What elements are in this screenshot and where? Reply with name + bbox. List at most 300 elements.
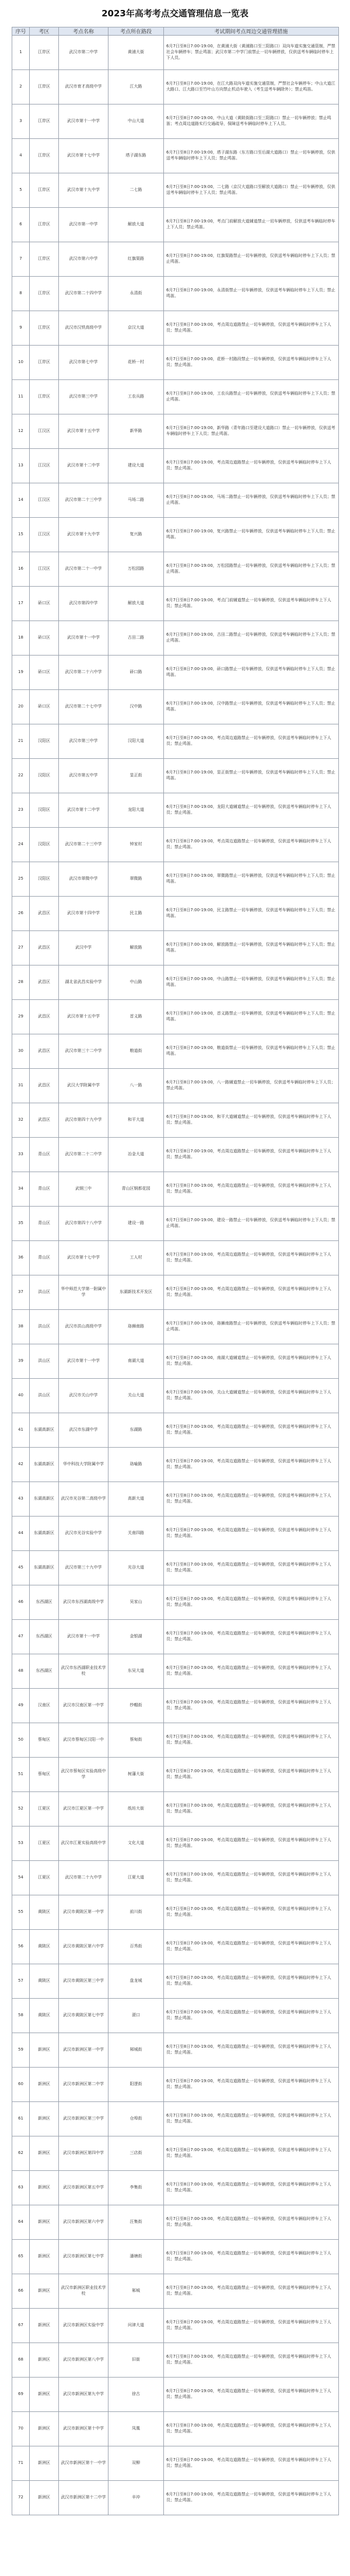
row-area: 黄陂区: [30, 1964, 59, 1999]
table-row: [12, 1517, 339, 1551]
row-route: 珞狮南路: [108, 1310, 164, 1344]
table-body: [12, 36, 339, 2515]
row-route: 和平大道: [108, 1103, 164, 1138]
row-route: 古田二路: [108, 621, 164, 656]
row-number: 21: [12, 724, 30, 759]
row-area: 武昌区: [30, 1103, 59, 1138]
row-route: 民主路: [108, 897, 164, 931]
row-number: 17: [12, 587, 30, 621]
row-traffic-rule: 6月7日至8日7:00-19:00，考点周边道路禁止一切车辆停放，仅供送考车辆临时停车上下人员；禁止鸣笛。: [164, 1792, 339, 1826]
table-row: [12, 793, 339, 828]
row-site: 武汉市第十五中学: [59, 414, 108, 449]
row-site: 武汉市第三十九中学: [59, 1551, 108, 1585]
row-route: 前川街: [108, 1895, 164, 1930]
row-number: 15: [12, 518, 30, 552]
table-row: [12, 2102, 339, 2136]
row-traffic-rule: 6月7日至8日7:00-19:00，考点周边道路禁止一切车辆停放，仅供送考车辆临时停车上下人员；禁止鸣笛。: [164, 1723, 339, 1758]
row-traffic-rule: 6月7日至8日7:00-19:00，八一路辅道禁止一切车辆停放，仅供送考车辆临时停车上下人员；禁止鸣笛。: [164, 1069, 339, 1103]
row-number: 23: [12, 793, 30, 828]
row-traffic-rule: 6月7日至8日7:00-19:00，花桥一村路段禁止一切车辆停放，仅供送考车辆临时停车上下人员；禁止鸣笛。: [164, 346, 339, 380]
row-route: 黄浦大街: [108, 36, 164, 70]
row-area: 汉阳区: [30, 793, 59, 828]
row-area: 东西湖区: [30, 1654, 59, 1689]
row-area: 硚口区: [30, 656, 59, 690]
row-traffic-rule: 6月7日至8日7:00-19:00，考点周边道路禁止一切车辆停放，仅供送考车辆临时停车上下人员；禁止鸣笛。: [164, 1654, 339, 1689]
table-row: [12, 621, 339, 656]
row-traffic-rule: 6月7日至8日7:00-19:00，考点周边道路禁止一切车辆停放，仅供送考车辆临时停车上下人员；禁止鸣笛。: [164, 1620, 339, 1654]
row-route: 阳逻街: [108, 2068, 164, 2102]
row-route: 永清街: [108, 277, 164, 311]
row-traffic-rule: 6月7日至8日7:00-19:00，红旗渠路禁止一切车辆停放，仅供送考车辆临时停车上下人员；禁止鸣笛。: [164, 242, 339, 277]
row-area: 汉阳区: [30, 724, 59, 759]
row-number: 8: [12, 277, 30, 311]
row-site: 华中科技大学附属中学: [59, 1448, 108, 1482]
row-route: 首义路: [108, 1000, 164, 1034]
row-site: 武汉市新洲区实验中学: [59, 2309, 108, 2343]
row-number: 44: [12, 1517, 30, 1551]
row-number: 35: [12, 1207, 30, 1241]
row-number: 14: [12, 483, 30, 518]
row-traffic-rule: 6月7日至8日7:00-19:00，考点周边道路禁止一切车辆停放，仅供送考车辆临时停车上下人员；禁止鸣笛。: [164, 1448, 339, 1482]
header-no: 序号: [12, 27, 30, 36]
row-number: 5: [12, 173, 30, 208]
row-number: 30: [12, 1034, 30, 1069]
row-route: 滠口: [108, 1999, 164, 2033]
row-route: 汉阳大道: [108, 724, 164, 759]
row-site: 武汉市东西湖职业技术学校: [59, 1654, 108, 1689]
row-number: 1: [12, 36, 30, 70]
row-site: 武汉市关山中学: [59, 1379, 108, 1413]
row-site: 武汉市第二十一中学: [59, 552, 108, 587]
row-area: 洪山区: [30, 1344, 59, 1379]
row-route: 冶金大道: [108, 1138, 164, 1172]
row-area: 江岸区: [30, 139, 59, 173]
table-row: [12, 1620, 339, 1654]
row-traffic-rule: 6月7日至8日7:00-19:00，马场二路禁止一切车辆停放，仅供送考车辆临时停车上下人员；禁止鸣笛。: [164, 483, 339, 518]
row-number: 16: [12, 552, 30, 587]
row-site: 武汉市第五中学: [59, 759, 108, 793]
table-row: [12, 346, 339, 380]
row-traffic-rule: 6月7日至8日7:00-19:00，考点周边道路禁止一切车辆停放，仅供送考车辆临时停车上下人员；禁止鸣笛。: [164, 1930, 339, 1964]
row-area: 蔡甸区: [30, 1758, 59, 1792]
row-traffic-rule: 6月7日至8日7:00-19:00，考点周边道路禁止一切车辆停放，仅供送考车辆临时停车上下人员；禁止鸣笛。: [164, 2136, 339, 2171]
table-row: [12, 2205, 339, 2240]
row-route: 翠微路: [108, 862, 164, 897]
row-site: 武汉市第十一中学: [59, 1344, 108, 1379]
table-row: [12, 931, 339, 965]
row-number: 56: [12, 1930, 30, 1964]
row-site: 武汉市新洲区职业技术学校: [59, 2274, 108, 2309]
row-number: 45: [12, 1551, 30, 1585]
row-route: 钟家村: [108, 828, 164, 862]
row-route: 东湖路: [108, 1413, 164, 1448]
row-number: 66: [12, 2274, 30, 2309]
row-site: 武汉市翠微中学: [59, 862, 108, 897]
table-row: [12, 2446, 339, 2481]
row-traffic-rule: 6月7日至8日7:00-19:00，解放路禁止一切车辆停放，仅供送考车辆临时停车上下人员；禁止鸣笛。: [164, 931, 339, 965]
row-site: 武汉市第十二中学: [59, 793, 108, 828]
row-site: 武汉市第四十八中学: [59, 1207, 108, 1241]
table-row: [12, 759, 339, 793]
row-number: 29: [12, 1000, 30, 1034]
row-site: 武汉市新洲区第六中学: [59, 2205, 108, 2240]
row-route: 珞喻路: [108, 1448, 164, 1482]
row-route: 工人村: [108, 1241, 164, 1275]
row-area: 江夏区: [30, 1826, 59, 1861]
row-site: 武汉大学附属中学: [59, 1069, 108, 1103]
table-row: [12, 724, 339, 759]
row-traffic-rule: 6月7日至8日7:00-19:00，中山路禁止一切车辆停放，仅供送考车辆临时停车上下人员；禁止鸣笛。: [164, 965, 339, 1000]
row-area: 江岸区: [30, 380, 59, 414]
row-number: 22: [12, 759, 30, 793]
row-number: 4: [12, 139, 30, 173]
row-number: 59: [12, 2033, 30, 2068]
row-area: 江汉区: [30, 552, 59, 587]
row-area: 东湖高新区: [30, 1448, 59, 1482]
row-site: 武汉市第十七中学: [59, 139, 108, 173]
row-traffic-rule: 6月7日至8日7:00-19:00，考点周边道路禁止一切车辆停放，仅供送考车辆临时停车上下人员；禁止鸣笛。: [164, 1275, 339, 1310]
row-area: 江汉区: [30, 414, 59, 449]
table-row: [12, 1241, 339, 1275]
row-route: 蔡甸街: [108, 1723, 164, 1758]
row-area: 硚口区: [30, 690, 59, 724]
table-row: [12, 1413, 339, 1448]
row-site: 武汉市第十五中学: [59, 1000, 108, 1034]
row-number: 34: [12, 1172, 30, 1207]
row-traffic-rule: 6月7日至8日7:00-19:00，龙阳大道辅道禁止一切车辆停放，仅供送考车辆临时停车上下人员；禁止鸣笛。: [164, 793, 339, 828]
exam-site-traffic-table: [12, 27, 339, 2515]
row-area: 新洲区: [30, 2481, 59, 2515]
row-area: 新洲区: [30, 2274, 59, 2309]
row-number: 53: [12, 1826, 30, 1861]
row-site: 武汉市第六中学: [59, 242, 108, 277]
row-traffic-rule: 6月7日至8日7:00-19:00，考点周边道路禁止一切车辆停放，仅供送考车辆临时停车上下人员；禁止鸣笛。: [164, 2274, 339, 2309]
row-route: 高新大道: [108, 1482, 164, 1517]
row-route: 金银湖: [108, 1620, 164, 1654]
row-number: 50: [12, 1723, 30, 1758]
table-row: [12, 1551, 339, 1585]
row-area: 黄陂区: [30, 1999, 59, 2033]
row-number: 48: [12, 1654, 30, 1689]
row-number: 24: [12, 828, 30, 862]
row-route: 汉中路: [108, 690, 164, 724]
row-site: 武汉市新洲区第七中学: [59, 2240, 108, 2274]
table-row: [12, 1930, 339, 1964]
row-route: 中山路: [108, 965, 164, 1000]
table-row: [12, 2309, 339, 2343]
row-site: 武汉市东湖中学: [59, 1413, 108, 1448]
table-row: [12, 1103, 339, 1138]
row-traffic-rule: 6月7日至8日7:00-19:00，万松园路禁止一切车辆停放，仅供送考车辆临时停车上下人员；禁止鸣笛。: [164, 552, 339, 587]
row-traffic-rule: 6月7日至8日7:00-19:00，考点周边道路禁止一切车辆停放，仅供送考车辆临时停车上下人员；禁止鸣笛。: [164, 2102, 339, 2136]
table-row: [12, 2068, 339, 2102]
row-route: 纸坊大街: [108, 1792, 164, 1826]
row-site: 武汉市汉铁高级中学: [59, 311, 108, 346]
row-number: 6: [12, 208, 30, 242]
row-route: 百秀街: [108, 1930, 164, 1964]
row-route: 双柳: [108, 2446, 164, 2481]
row-site: 武汉市蔡甸区汉阳一中: [59, 1723, 108, 1758]
row-route: 解放大道: [108, 587, 164, 621]
row-route: 凤凰: [108, 2412, 164, 2446]
row-site: 武汉市第三中学: [59, 380, 108, 414]
row-area: 江岸区: [30, 70, 59, 104]
row-area: 黄陂区: [30, 1895, 59, 1930]
row-route: 江夏大道: [108, 1861, 164, 1895]
row-number: 60: [12, 2068, 30, 2102]
row-route: 三店街: [108, 2136, 164, 2171]
row-route: 工农兵路: [108, 380, 164, 414]
row-number: 26: [12, 897, 30, 931]
row-site: 武汉市汉南区第一中学: [59, 1689, 108, 1723]
row-route: 解放大道: [108, 208, 164, 242]
row-traffic-rule: 6月7日至8日7:00-19:00，和平大道辅道禁止一切车辆停放，仅供送考车辆临时停车上下人员；禁止鸣笛。: [164, 1103, 339, 1138]
row-site: 武汉市第二十三中学: [59, 828, 108, 862]
row-route: 京汉大道: [108, 311, 164, 346]
row-route: 江大路: [108, 70, 164, 104]
row-site: 武汉市第二十三中学: [59, 483, 108, 518]
row-site: 武汉市新洲区第十中学: [59, 2412, 108, 2446]
table-row: [12, 552, 339, 587]
row-traffic-rule: 6月7日至8日7:00-19:00，考点周边道路禁止一切车辆停放，仅供送考车辆临时停车上下人员；禁止鸣笛。: [164, 1689, 339, 1723]
row-number: 49: [12, 1689, 30, 1723]
row-site: 武汉市光谷实验中学: [59, 1517, 108, 1551]
table-row: [12, 965, 339, 1000]
row-area: 江岸区: [30, 208, 59, 242]
row-area: 江夏区: [30, 1861, 59, 1895]
row-number: 19: [12, 656, 30, 690]
row-traffic-rule: 6月7日至8日7:00-19:00，考点周边道路禁止一切车辆停放，仅供送考车辆临时停车上下人员；禁止鸣笛。: [164, 311, 339, 346]
row-number: 32: [12, 1103, 30, 1138]
row-traffic-rule: 6月7日至8日7:00-19:00，考点周边道路禁止一切车辆停放，仅供送考车辆临时停车上下人员；禁止鸣笛。: [164, 1413, 339, 1448]
row-number: 28: [12, 965, 30, 1000]
row-number: 25: [12, 862, 30, 897]
table-row: [12, 1689, 339, 1723]
row-traffic-rule: 6月7日至8日7:00-19:00，关山大道辅道禁止一切车辆停放，仅供送考车辆临时停车上下人员；禁止鸣笛。: [164, 1379, 339, 1413]
row-area: 东湖高新区: [30, 1517, 59, 1551]
table-row: [12, 173, 339, 208]
row-traffic-rule: 6月7日至8日7:00-19:00，考点周边道路禁止一切车辆停放，仅供送考车辆临时停车上下人员；禁止鸣笛。: [164, 2068, 339, 2102]
table-row: [12, 1069, 339, 1103]
row-area: 东西湖区: [30, 1585, 59, 1620]
row-area: 东西湖区: [30, 1620, 59, 1654]
row-area: 江岸区: [30, 104, 59, 139]
table-row: [12, 1826, 339, 1861]
row-area: 江夏区: [30, 1792, 59, 1826]
row-site: 武汉市新洲区第二中学: [59, 2068, 108, 2102]
row-traffic-rule: 6月7日至8日7:00-19:00，考点周边道路禁止一切车辆停放，仅供送考车辆临时停车上下人员；禁止鸣笛。: [164, 2481, 339, 2515]
table-row: [12, 690, 339, 724]
row-site: 武汉市第二十六中学: [59, 656, 108, 690]
row-site: 武汉市第十一中学: [59, 104, 108, 139]
table-row: [12, 1964, 339, 1999]
row-number: 27: [12, 931, 30, 965]
row-traffic-rule: 6月7日至8日7:00-19:00，硚口路禁止一切车辆停放，仅供送考车辆临时停车上下人员；禁止鸣笛。: [164, 656, 339, 690]
row-area: 江汉区: [30, 449, 59, 483]
table-header-row: [12, 27, 339, 36]
table-row: [12, 1654, 339, 1689]
table-row: [12, 104, 339, 139]
header-rule: 考试期间考点周边交通管理措施: [164, 27, 339, 36]
row-traffic-rule: 6月7日至8日7:00-19:00，考点周边道路禁止一切车辆停放，仅供送考车辆临时停车上下人员；禁止鸣笛。: [164, 2309, 339, 2343]
row-number: 62: [12, 2136, 30, 2171]
row-route: 李集街: [108, 2171, 164, 2205]
row-site: 武汉市新洲区第四中学: [59, 2136, 108, 2171]
table-row: [12, 2240, 339, 2274]
row-site: 武汉市第十一中学: [59, 621, 108, 656]
row-site: 武汉市新洲区第十二中学: [59, 2481, 108, 2515]
table-row: [12, 1275, 339, 1310]
table-row: [12, 1482, 339, 1517]
table-row: [12, 36, 339, 70]
table-row: [12, 1861, 339, 1895]
row-area: 新洲区: [30, 2240, 59, 2274]
row-route: 关山大道: [108, 1379, 164, 1413]
row-area: 武昌区: [30, 1069, 59, 1103]
table-row: [12, 518, 339, 552]
row-traffic-rule: 6月7日至8日7:00-19:00，考点周边道路禁止一切车辆停放，仅供送考车辆临时停车上下人员；禁止鸣笛。: [164, 2412, 339, 2446]
row-number: 65: [12, 2240, 30, 2274]
row-site: 武钢三中: [59, 1172, 108, 1207]
row-route: 建设一路: [108, 1207, 164, 1241]
row-route: 邾城: [108, 2274, 164, 2309]
row-site: 武汉市新洲区第八中学: [59, 2343, 108, 2378]
row-number: 12: [12, 414, 30, 449]
row-traffic-rule: 6月7日至8日7:00-19:00，考点周边道路禁止一切车辆停放，仅供送考车辆临时停车上下人员；禁止鸣笛。: [164, 2205, 339, 2240]
row-site: 武汉市第二十四中学: [59, 277, 108, 311]
row-traffic-rule: 6月7日至8日7:00-19:00，在江大路双向车道实施交通管制，严禁社会车辆停车；中山大道江大路口、江大路口至竹叶山方向禁止机动车驶入（考生送考车辆除外）；禁止鸣笛。: [164, 70, 339, 104]
row-site: 武汉市第二十七中学: [59, 690, 108, 724]
row-route: 龙阳大道: [108, 793, 164, 828]
row-traffic-rule: 6月7日至8日7:00-19:00，考点门前解放大道辅道禁止一切车辆停放，仅供送考车辆临时停车上下人员；禁止鸣笛。: [164, 208, 339, 242]
row-route: 辛冲: [108, 2481, 164, 2515]
table-row: [12, 1207, 339, 1241]
row-route: 万松园路: [108, 552, 164, 587]
row-traffic-rule: 6月7日至8日7:00-19:00，考点周边道路禁止一切车辆停放，仅供送考车辆临时停车上下人员；禁止鸣笛。: [164, 2033, 339, 2068]
row-site: 武汉市蔡甸区实验高级中学: [59, 1758, 108, 1792]
row-area: 汉阳区: [30, 862, 59, 897]
table-row: [12, 2378, 339, 2412]
row-number: 13: [12, 449, 30, 483]
row-route: 南湖大道: [108, 1344, 164, 1379]
row-area: 新洲区: [30, 2033, 59, 2068]
row-traffic-rule: 6月7日至8日7:00-19:00，考点周边道路禁止一切车辆停放，仅供送考车辆临时停车上下人员；禁止鸣笛。: [164, 1895, 339, 1930]
row-area: 武昌区: [30, 931, 59, 965]
row-route: 东湖新技术开发区: [108, 1275, 164, 1310]
row-number: 43: [12, 1482, 30, 1517]
row-site: 武汉市第四十九中学: [59, 1103, 108, 1138]
row-number: 68: [12, 2343, 30, 2378]
row-traffic-rule: 6月7日至8日7:00-19:00，汉中路禁止一切车辆停放，仅供送考车辆临时停车上下人员；禁止鸣笛。: [164, 690, 339, 724]
row-traffic-rule: 6月7日至8日7:00-19:00，考点周边道路禁止一切车辆停放，仅供送考车辆临时停车上下人员；禁止鸣笛。: [164, 828, 339, 862]
row-site: 华中师范大学第一附属中学: [59, 1275, 108, 1310]
row-area: 青山区: [30, 1207, 59, 1241]
table-row: [12, 1138, 339, 1172]
row-traffic-rule: 6月7日至8日7:00-19:00，在黄浦大街（黄浦路口至三阳路口）双向车道实施交通管制，严禁社会车辆停车；禁止鸣笛；武汉市第二中学门前禁止一切车辆停放，仅供送考车辆临时停车上下人员。: [164, 36, 339, 70]
row-number: 67: [12, 2309, 30, 2343]
table-row: [12, 1792, 339, 1826]
row-traffic-rule: 6月7日至8日7:00-19:00，工农兵路禁止一切车辆停放，仅供送考车辆临时停车上下人员；禁止鸣笛。: [164, 380, 339, 414]
row-area: 江岸区: [30, 277, 59, 311]
row-area: 武昌区: [30, 1000, 59, 1034]
row-route: 汪集街: [108, 2205, 164, 2240]
row-traffic-rule: 6月7日至8日7:00-19:00，民主路禁止一切车辆停放，仅供送考车辆临时停车上下人员；禁止鸣笛。: [164, 897, 339, 931]
row-number: 71: [12, 2446, 30, 2481]
table-row: [12, 1379, 339, 1413]
row-number: 61: [12, 2102, 30, 2136]
row-traffic-rule: 6月7日至8日7:00-19:00，考点周边道路禁止一切车辆停放，仅供送考车辆临时停车上下人员；禁止鸣笛。: [164, 2378, 339, 2412]
row-number: 18: [12, 621, 30, 656]
row-number: 64: [12, 2205, 30, 2240]
row-number: 70: [12, 2412, 30, 2446]
row-area: 蔡甸区: [30, 1723, 59, 1758]
row-site: 武汉市第十九中学: [59, 173, 108, 208]
row-traffic-rule: 6月7日至8日7:00-19:00，塔子湖东路（东方路口至后湖大道路口）禁止一切车辆停放，仅供送考车辆临时停车上下人员；禁止鸣笛。: [164, 139, 339, 173]
row-number: 39: [12, 1344, 30, 1379]
row-site: 武汉市第三中学: [59, 724, 108, 759]
row-traffic-rule: 6月7日至8日7:00-19:00，考点周边道路禁止一切车辆停放，仅供送考车辆临时停车上下人员；禁止鸣笛。: [164, 724, 339, 759]
row-area: 江汉区: [30, 483, 59, 518]
document-title: 2023年高考考点交通管理信息一览表: [102, 8, 249, 19]
table-row: [12, 483, 339, 518]
row-site: 武汉市第四中学: [59, 587, 108, 621]
table-row: [12, 1585, 339, 1620]
table-row: [12, 828, 339, 862]
table-row: [12, 2481, 339, 2515]
table-row: [12, 897, 339, 931]
row-route: 二七路: [108, 173, 164, 208]
row-route: 建设大道: [108, 449, 164, 483]
row-route: 解放路: [108, 931, 164, 965]
row-number: 47: [12, 1620, 30, 1654]
row-number: 40: [12, 1379, 30, 1413]
row-route: 东吴大道: [108, 1654, 164, 1689]
row-traffic-rule: 6月7日至8日7:00-19:00，考点周边道路禁止一切车辆停放，仅供送考车辆临时停车上下人员；禁止鸣笛。: [164, 1241, 339, 1275]
row-route: 显正街: [108, 759, 164, 793]
row-number: 58: [12, 1999, 30, 2033]
row-number: 41: [12, 1413, 30, 1448]
row-number: 42: [12, 1448, 30, 1482]
row-traffic-rule: 6月7日至8日7:00-19:00，显正街禁止一切车辆停放，仅供送考车辆临时停车上下人员；禁止鸣笛。: [164, 759, 339, 793]
row-site: 武汉市洪山高级中学: [59, 1310, 108, 1344]
row-site: 武汉市新洲区第五中学: [59, 2171, 108, 2205]
row-number: 10: [12, 346, 30, 380]
row-area: 硚口区: [30, 587, 59, 621]
row-area: 新洲区: [30, 2068, 59, 2102]
row-traffic-rule: 6月7日至8日7:00-19:00，中山大道（黄陂街路口至三阳路口）禁止一切车辆停放；禁止鸣笛；考点周边道路实行交通疏导，保障送考车辆临时停车上下人员。: [164, 104, 339, 139]
row-traffic-rule: 6月7日至8日7:00-19:00，考点周边道路禁止一切车辆停放，仅供送考车辆临时停车上下人员；禁止鸣笛。: [164, 2171, 339, 2205]
row-route: 纱帽街: [108, 1689, 164, 1723]
row-number: 33: [12, 1138, 30, 1172]
table-row: [12, 2136, 339, 2171]
row-number: 38: [12, 1310, 30, 1344]
row-number: 72: [12, 2481, 30, 2515]
row-route: 邾城街: [108, 2033, 164, 2068]
row-number: 31: [12, 1069, 30, 1103]
row-area: 硚口区: [30, 621, 59, 656]
row-site: 武汉中学: [59, 931, 108, 965]
row-route: 青山区钢都花园: [108, 1172, 164, 1207]
row-site: 武汉市光谷第二高级中学: [59, 1482, 108, 1517]
row-route: 光谷大道: [108, 1551, 164, 1585]
row-traffic-rule: 6月7日至8日7:00-19:00，建设一路禁止一切车辆停放，仅供送考车辆临时停车上下人员；禁止鸣笛。: [164, 1207, 339, 1241]
row-site: 武汉市第十七中学: [59, 1241, 108, 1275]
row-traffic-rule: 6月7日至8日7:00-19:00，考点周边道路禁止一切车辆停放，仅供送考车辆临时停车上下人员；禁止鸣笛。: [164, 1551, 339, 1585]
row-number: 54: [12, 1861, 30, 1895]
table-row: [12, 380, 339, 414]
row-route: 盘龙城: [108, 1964, 164, 1999]
row-number: 63: [12, 2171, 30, 2205]
